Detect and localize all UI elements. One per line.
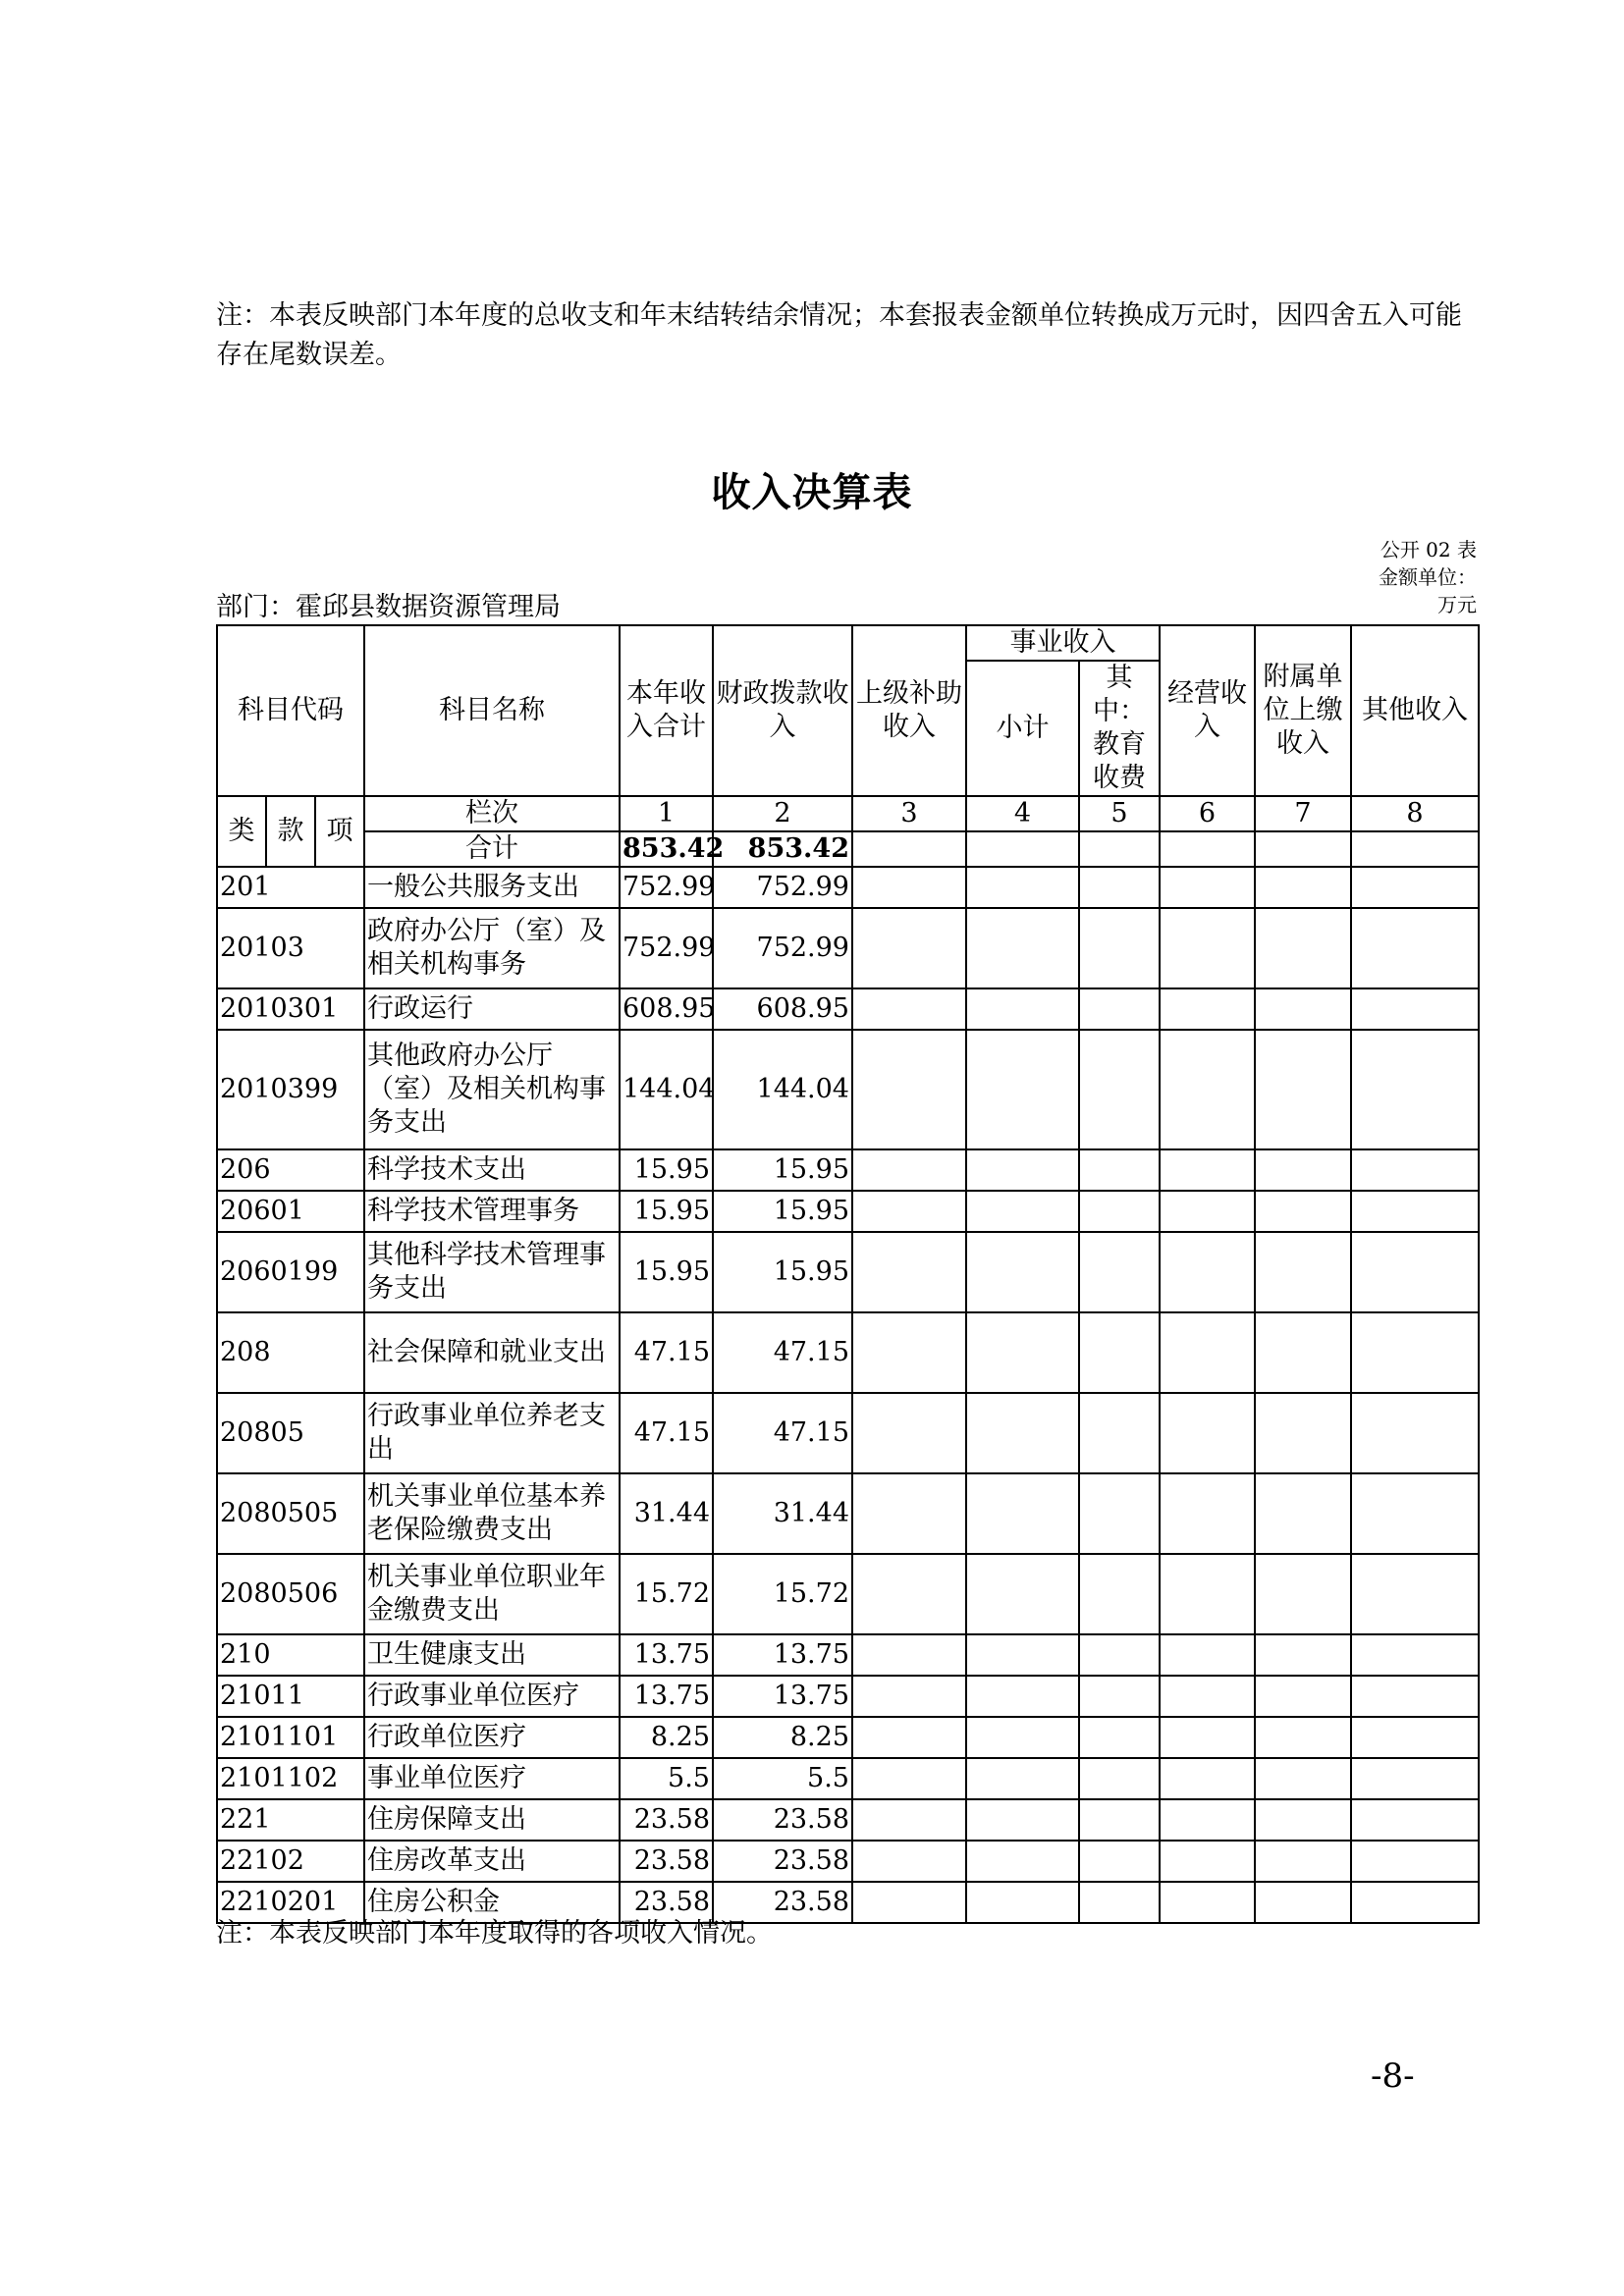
page-title: 收入决算表 bbox=[711, 470, 913, 515]
header-total: 本年收入合计 bbox=[620, 625, 713, 796]
empty-cell bbox=[1160, 908, 1255, 988]
header-career-subtotal: 小计 bbox=[966, 661, 1079, 796]
empty-cell bbox=[966, 908, 1079, 988]
header-fiscal: 财政拨款收入 bbox=[713, 625, 852, 796]
table-row bbox=[217, 1393, 1479, 1473]
income-table bbox=[216, 624, 1480, 1924]
total-fiscal: 853.42 bbox=[713, 831, 852, 867]
empty-cell bbox=[1160, 1473, 1255, 1554]
subject-code: 20601 bbox=[217, 1191, 364, 1232]
empty-cell bbox=[1351, 1554, 1479, 1634]
table-row bbox=[217, 1717, 1479, 1758]
column-number: 8 bbox=[1351, 796, 1479, 831]
subject-code: 2101102 bbox=[217, 1758, 364, 1799]
empty-cell bbox=[1255, 1554, 1351, 1634]
empty-cell bbox=[966, 1882, 1079, 1923]
empty-cell bbox=[1079, 1149, 1160, 1191]
header-xiang: 项 bbox=[315, 796, 364, 867]
empty-cell bbox=[1255, 1473, 1351, 1554]
income-total: 23.58 bbox=[620, 1799, 713, 1841]
table-row bbox=[217, 1676, 1479, 1717]
table-row bbox=[217, 1232, 1479, 1312]
empty-cell bbox=[1160, 1717, 1255, 1758]
header-other: 其他收入 bbox=[1351, 625, 1479, 796]
empty-cell bbox=[852, 1191, 966, 1232]
subject-code: 2080505 bbox=[217, 1473, 364, 1554]
subject-code: 2080506 bbox=[217, 1554, 364, 1634]
empty-cell bbox=[1079, 1312, 1160, 1393]
fiscal-income: 13.75 bbox=[713, 1634, 852, 1676]
empty-cell bbox=[1351, 1717, 1479, 1758]
subject-name: 住房改革支出 bbox=[364, 1841, 620, 1882]
income-total: 15.95 bbox=[620, 1191, 713, 1232]
empty-cell bbox=[1351, 1473, 1479, 1554]
subject-code: 2010399 bbox=[217, 1030, 364, 1149]
subject-name: 政府办公厅（室）及相关机构事务 bbox=[364, 908, 620, 988]
empty-cell bbox=[1079, 1676, 1160, 1717]
empty-cell bbox=[1255, 1149, 1351, 1191]
income-total: 15.95 bbox=[620, 1232, 713, 1312]
empty-cell bbox=[966, 1393, 1079, 1473]
empty-cell bbox=[966, 1676, 1079, 1717]
empty-cell bbox=[852, 1634, 966, 1676]
total-row bbox=[217, 831, 1479, 867]
table-row bbox=[217, 1799, 1479, 1841]
empty-cell bbox=[1160, 1393, 1255, 1473]
empty-cell bbox=[1079, 1758, 1160, 1799]
column-number: 6 bbox=[1160, 796, 1255, 831]
empty-cell bbox=[1160, 1882, 1255, 1923]
empty-cell bbox=[1351, 1676, 1479, 1717]
subject-code: 201 bbox=[217, 867, 364, 908]
income-total: 13.75 bbox=[620, 1634, 713, 1676]
subject-code: 210 bbox=[217, 1634, 364, 1676]
empty-cell bbox=[966, 988, 1079, 1030]
empty-cell bbox=[1351, 1634, 1479, 1676]
empty-cell bbox=[1255, 1717, 1351, 1758]
fiscal-income: 144.04 bbox=[713, 1030, 852, 1149]
empty-cell bbox=[1079, 1554, 1160, 1634]
empty-cell bbox=[966, 867, 1079, 908]
income-total: 15.95 bbox=[620, 1149, 713, 1191]
empty-cell bbox=[1160, 1312, 1255, 1393]
table-row bbox=[217, 1030, 1479, 1149]
header-career-edu: 其中：教育收费 bbox=[1079, 661, 1160, 796]
empty-cell bbox=[966, 1312, 1079, 1393]
total-label: 合计 bbox=[364, 831, 620, 867]
form-id: 公开 02 表 bbox=[1380, 538, 1477, 561]
empty-cell bbox=[1255, 1191, 1351, 1232]
empty-cell bbox=[852, 908, 966, 988]
column-number: 4 bbox=[966, 796, 1079, 831]
empty-cell bbox=[852, 1393, 966, 1473]
subject-name: 行政运行 bbox=[364, 988, 620, 1030]
empty-cell bbox=[966, 1717, 1079, 1758]
empty-cell bbox=[1255, 1882, 1351, 1923]
empty-cell bbox=[1351, 1030, 1479, 1149]
empty-cell bbox=[852, 1312, 966, 1393]
subject-name: 科学技术管理事务 bbox=[364, 1191, 620, 1232]
column-number: 3 bbox=[852, 796, 966, 831]
empty-cell bbox=[966, 1030, 1079, 1149]
empty-cell bbox=[1255, 1758, 1351, 1799]
empty-cell bbox=[1160, 988, 1255, 1030]
fiscal-income: 5.5 bbox=[713, 1758, 852, 1799]
empty-cell bbox=[1351, 1882, 1479, 1923]
subject-name: 其他政府办公厅（室）及相关机构事务支出 bbox=[364, 1030, 620, 1149]
empty-cell bbox=[1160, 1191, 1255, 1232]
fiscal-income: 31.44 bbox=[713, 1473, 852, 1554]
unit-label: 金额单位： bbox=[1379, 565, 1477, 589]
fiscal-income: 23.58 bbox=[713, 1841, 852, 1882]
income-total: 752.99 bbox=[620, 867, 713, 908]
subject-name: 住房保障支出 bbox=[364, 1799, 620, 1841]
empty-cell bbox=[1255, 1634, 1351, 1676]
income-total: 13.75 bbox=[620, 1676, 713, 1717]
empty-cell bbox=[1160, 1634, 1255, 1676]
column-number: 1 bbox=[620, 796, 713, 831]
income-total: 23.58 bbox=[620, 1841, 713, 1882]
subject-name: 行政事业单位养老支出 bbox=[364, 1393, 620, 1473]
header-affiliated: 附属单位上缴收入 bbox=[1255, 625, 1351, 796]
subject-code: 208 bbox=[217, 1312, 364, 1393]
empty-cell bbox=[1160, 1232, 1255, 1312]
empty-cell bbox=[1160, 1149, 1255, 1191]
column-number: 7 bbox=[1255, 796, 1351, 831]
subject-name: 住房公积金 bbox=[364, 1882, 620, 1923]
empty-cell bbox=[966, 1232, 1079, 1312]
subject-code: 2060199 bbox=[217, 1232, 364, 1312]
table-row bbox=[217, 1312, 1479, 1393]
column-index-label: 栏次 bbox=[364, 796, 620, 831]
subject-name: 其他科学技术管理事务支出 bbox=[364, 1232, 620, 1312]
empty-cell bbox=[852, 1841, 966, 1882]
table-row bbox=[217, 1473, 1479, 1554]
subject-name: 行政单位医疗 bbox=[364, 1717, 620, 1758]
empty-cell bbox=[852, 1717, 966, 1758]
empty-cell bbox=[1079, 1717, 1160, 1758]
empty-cell bbox=[1079, 1030, 1160, 1149]
income-total: 8.25 bbox=[620, 1717, 713, 1758]
empty-cell bbox=[966, 1758, 1079, 1799]
empty-cell bbox=[1351, 1841, 1479, 1882]
subject-name: 科学技术支出 bbox=[364, 1149, 620, 1191]
empty-cell bbox=[1351, 1191, 1479, 1232]
income-total: 31.44 bbox=[620, 1473, 713, 1554]
empty-cell bbox=[852, 1232, 966, 1312]
fiscal-income: 752.99 bbox=[713, 908, 852, 988]
fiscal-income: 47.15 bbox=[713, 1393, 852, 1473]
empty-cell bbox=[1255, 1676, 1351, 1717]
income-total: 752.99 bbox=[620, 908, 713, 988]
header-code: 科目代码 bbox=[217, 625, 364, 796]
empty-cell bbox=[1079, 988, 1160, 1030]
column-number: 5 bbox=[1079, 796, 1160, 831]
total-income: 853.42 bbox=[620, 831, 713, 867]
empty-cell bbox=[1079, 908, 1160, 988]
header-kuan: 款 bbox=[266, 796, 315, 867]
empty-cell bbox=[852, 988, 966, 1030]
table-row bbox=[217, 1634, 1479, 1676]
subject-code: 21011 bbox=[217, 1676, 364, 1717]
empty-cell bbox=[852, 1554, 966, 1634]
fiscal-income: 608.95 bbox=[713, 988, 852, 1030]
empty-cell bbox=[1160, 867, 1255, 908]
empty-cell bbox=[1351, 908, 1479, 988]
empty-cell bbox=[966, 1841, 1079, 1882]
empty-cell bbox=[1255, 867, 1351, 908]
empty-cell bbox=[1255, 908, 1351, 988]
subject-code: 2010301 bbox=[217, 988, 364, 1030]
income-total: 144.04 bbox=[620, 1030, 713, 1149]
empty-cell bbox=[966, 1554, 1079, 1634]
header-superior: 上级补助收入 bbox=[852, 625, 966, 796]
empty-cell bbox=[1160, 1841, 1255, 1882]
empty-cell bbox=[852, 1676, 966, 1717]
subject-code: 2210201 bbox=[217, 1882, 364, 1923]
empty-cell bbox=[1351, 1393, 1479, 1473]
empty-cell bbox=[852, 1473, 966, 1554]
empty-cell bbox=[1351, 867, 1479, 908]
subject-code: 221 bbox=[217, 1799, 364, 1841]
empty-cell bbox=[1079, 1473, 1160, 1554]
empty-cell bbox=[852, 1030, 966, 1149]
income-total: 15.72 bbox=[620, 1554, 713, 1634]
table-row bbox=[217, 1149, 1479, 1191]
empty-cell bbox=[1351, 988, 1479, 1030]
empty-cell bbox=[1079, 1191, 1160, 1232]
empty-cell bbox=[1160, 1799, 1255, 1841]
subject-code: 20805 bbox=[217, 1393, 364, 1473]
empty-cell bbox=[1255, 1799, 1351, 1841]
subject-name: 社会保障和就业支出 bbox=[364, 1312, 620, 1393]
subject-code: 22102 bbox=[217, 1841, 364, 1882]
empty-cell bbox=[1079, 1634, 1160, 1676]
table-row bbox=[217, 1841, 1479, 1882]
empty-cell bbox=[1079, 1841, 1160, 1882]
subject-code: 206 bbox=[217, 1149, 364, 1191]
subject-name: 卫生健康支出 bbox=[364, 1634, 620, 1676]
fiscal-income: 15.95 bbox=[713, 1232, 852, 1312]
fiscal-income: 15.95 bbox=[713, 1149, 852, 1191]
column-index-row bbox=[217, 796, 1479, 831]
empty-cell bbox=[1351, 1758, 1479, 1799]
bottom-note: 注：本表反映部门本年度取得的各项收入情况。 bbox=[216, 1918, 773, 1949]
empty-cell bbox=[1079, 867, 1160, 908]
income-total: 608.95 bbox=[620, 988, 713, 1030]
department-label: 部门：霍邱县数据资源管理局 bbox=[216, 592, 561, 622]
unit-value: 万元 bbox=[1437, 593, 1477, 616]
header-row-1 bbox=[217, 625, 1479, 661]
fiscal-income: 23.58 bbox=[713, 1882, 852, 1923]
empty-cell bbox=[1351, 1312, 1479, 1393]
empty-cell bbox=[1255, 1030, 1351, 1149]
table-row bbox=[217, 1758, 1479, 1799]
empty-cell bbox=[852, 1758, 966, 1799]
empty-cell bbox=[1160, 1676, 1255, 1717]
top-note: 注：本表反映部门本年度的总收支和年末结转结余情况；本套报表金额单位转换成万元时，因四舍五入可能存在尾数误差。 bbox=[216, 300, 1462, 370]
empty-cell bbox=[1160, 1758, 1255, 1799]
empty-cell bbox=[1351, 1149, 1479, 1191]
empty-cell bbox=[1351, 1799, 1479, 1841]
empty-cell bbox=[1255, 1312, 1351, 1393]
income-total: 5.5 bbox=[620, 1758, 713, 1799]
subject-name: 机关事业单位基本养老保险缴费支出 bbox=[364, 1473, 620, 1554]
income-total: 47.15 bbox=[620, 1393, 713, 1473]
empty-cell bbox=[852, 867, 966, 908]
fiscal-income: 752.99 bbox=[713, 867, 852, 908]
empty-cell bbox=[1079, 1799, 1160, 1841]
table-row bbox=[217, 867, 1479, 908]
fiscal-income: 15.95 bbox=[713, 1191, 852, 1232]
empty-cell bbox=[852, 1799, 966, 1841]
subject-name: 事业单位医疗 bbox=[364, 1758, 620, 1799]
header-career: 事业收入 bbox=[966, 625, 1160, 661]
table-meta bbox=[1379, 536, 1477, 618]
table-row bbox=[217, 1554, 1479, 1634]
fiscal-income: 23.58 bbox=[713, 1799, 852, 1841]
table-row bbox=[217, 988, 1479, 1030]
fiscal-income: 47.15 bbox=[713, 1312, 852, 1393]
income-total: 23.58 bbox=[620, 1882, 713, 1923]
empty-cell bbox=[1351, 1232, 1479, 1312]
empty-cell bbox=[966, 1799, 1079, 1841]
empty-cell bbox=[1160, 1554, 1255, 1634]
fiscal-income: 13.75 bbox=[713, 1676, 852, 1717]
header-lei: 类 bbox=[217, 796, 266, 867]
table-row bbox=[217, 1191, 1479, 1232]
empty-cell bbox=[966, 1473, 1079, 1554]
header-business: 经营收入 bbox=[1160, 625, 1255, 796]
table-body bbox=[217, 867, 1479, 1923]
empty-cell bbox=[852, 1149, 966, 1191]
page-number: -8- bbox=[1371, 2056, 1415, 2096]
empty-cell bbox=[1079, 1882, 1160, 1923]
empty-cell bbox=[966, 1149, 1079, 1191]
table-row bbox=[217, 908, 1479, 988]
subject-name: 机关事业单位职业年金缴费支出 bbox=[364, 1554, 620, 1634]
empty-cell bbox=[1160, 1030, 1255, 1149]
subject-code: 20103 bbox=[217, 908, 364, 988]
empty-cell bbox=[1255, 1841, 1351, 1882]
empty-cell bbox=[852, 1882, 966, 1923]
header-name: 科目名称 bbox=[364, 625, 620, 796]
empty-cell bbox=[1079, 1232, 1160, 1312]
income-total: 47.15 bbox=[620, 1312, 713, 1393]
subject-name: 行政事业单位医疗 bbox=[364, 1676, 620, 1717]
fiscal-income: 15.72 bbox=[713, 1554, 852, 1634]
empty-cell bbox=[966, 1634, 1079, 1676]
subject-code: 2101101 bbox=[217, 1717, 364, 1758]
fiscal-income: 8.25 bbox=[713, 1717, 852, 1758]
empty-cell bbox=[1255, 1232, 1351, 1312]
empty-cell bbox=[966, 1191, 1079, 1232]
empty-cell bbox=[1255, 988, 1351, 1030]
column-number: 2 bbox=[713, 796, 852, 831]
subject-name: 一般公共服务支出 bbox=[364, 867, 620, 908]
table-header bbox=[217, 625, 1479, 867]
empty-cell bbox=[1079, 1393, 1160, 1473]
empty-cell bbox=[1255, 1393, 1351, 1473]
